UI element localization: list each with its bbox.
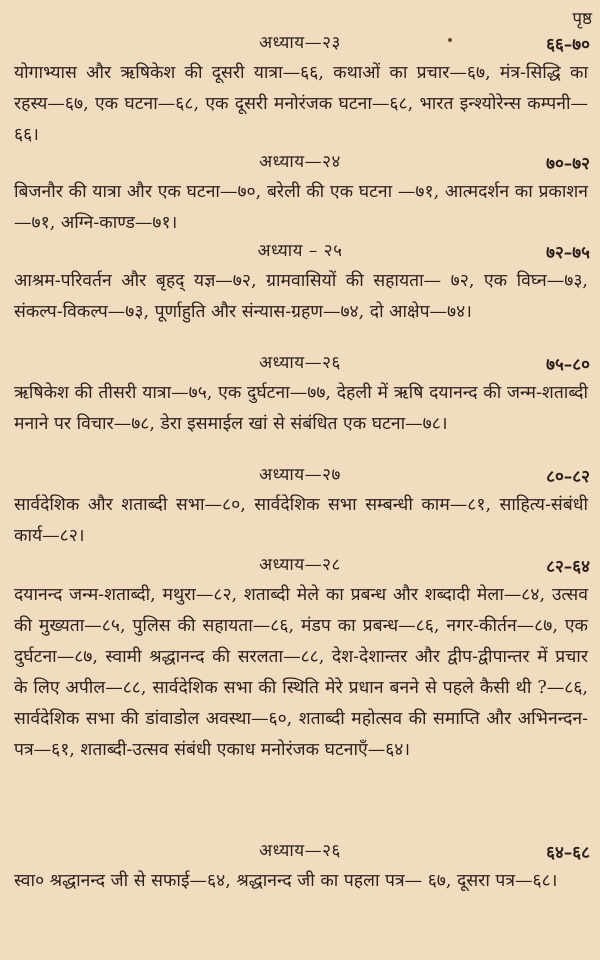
- chapter-page-range: ८०–८२: [546, 467, 590, 487]
- chapter-27: [0, 460, 600, 552]
- chapter-page-range: ८२–६४: [546, 557, 590, 577]
- chapter-header: [0, 460, 600, 490]
- chapter-title: अध्याय—२६: [259, 353, 341, 373]
- chapter-page-range: ६६–७०: [546, 35, 590, 55]
- chapter-29: [0, 836, 600, 897]
- chapter-header: [0, 236, 600, 266]
- chapter-topics: सार्वदेशिक और शताब्दी सभा—८०, सार्वदेशिक सभा सम्बन्धी काम—८१, साहित्य-संबंधी कार्य—८२।: [14, 495, 588, 546]
- chapter-page-range: ६४–६८: [546, 843, 590, 863]
- chapter-23: [0, 28, 600, 151]
- chapter-title: अध्याय—२४: [259, 152, 341, 172]
- chapter-title: अध्याय – २५: [257, 241, 343, 261]
- page-column-label: पृष्ठ: [572, 9, 592, 29]
- chapter-topics: योगाभ्यास और ऋषिकेश की दूसरी यात्रा—६६, कथाओं का प्रचार—६७, मंत्र-सिद्धि का रहस्य—६७, एक घटना—६८, एक दूसरी मनोरंजक घटना—६८, भारत इन्श्योरेन्स कम्पनी—६६।: [14, 63, 588, 145]
- chapter-page-range: ७०–७२: [546, 154, 590, 174]
- chapter-28: [0, 550, 600, 766]
- chapter-header: [0, 147, 600, 177]
- chapter-header: [0, 28, 600, 58]
- chapter-page-range: ७२–७५: [546, 243, 590, 263]
- chapter-topics: दयानन्द जन्म-शताब्दी, मथुरा—८२, शताब्दी मेले का प्रबन्ध और शब्दादी मेला—८४, उत्सव की मुख्यता—८५, पुलिस की सहायता—८६, मंडप का प्रबन्ध—८६, नगर-कीर्तन—८७, एक दुर्घटना—८७, स्वामी श्रद्धानन्द की सरलता—८८, देश-देशान्तर और द्वीप-द्वीपान्तर में प्रचार के लिए अपील—८८, सार्वदेशिक सभा की स्थिति मेरे प्रधान बनने से पहले कैसी थी ?—८६, सार्वदेशिक सभा की डांवाडोल अवस्था—६०, शताब्दी महोत्सव की समाप्ति और अभिनन्दन-पत्र—६१, शताब्दी-उत्सव संबंधी एकाध मनोरंजक घटनाएँ—६४।: [14, 585, 588, 760]
- chapter-24: [0, 147, 600, 239]
- chapter-topics: बिजनौर की यात्रा और एक घटना—७०, बरेली की एक घटना —७१, आत्मदर्शन का प्रकाशन—७१, अग्नि-काण्ड—७१।: [14, 182, 588, 233]
- chapter-header: [0, 550, 600, 580]
- chapter-page-range: ७५–८०: [546, 355, 590, 375]
- chapter-topics: ऋषिकेश की तीसरी यात्रा—७५, एक दुर्घटना—७७, देहली में ऋषि दयानन्द की जन्म-शताब्दी मनाने पर विचार—७८, डेरा इसमाईल खां से संबंधित एक घटना—७८।: [14, 383, 588, 434]
- chapter-title: अध्याय—२७: [259, 465, 341, 485]
- chapter-title: अध्याय—२६: [259, 841, 341, 861]
- chapter-title: अध्याय—२३: [259, 33, 341, 53]
- chapter-26: [0, 348, 600, 440]
- chapter-25: [0, 236, 600, 328]
- chapter-topics: स्वा० श्रद्धानन्द जी से सफाई—६४, श्रद्धानन्द जी का पहला पत्र— ६७, दूसरा पत्र—६८।: [14, 871, 558, 891]
- chapter-header: [0, 836, 600, 866]
- chapter-topics: आश्रम-परिवर्तन और बृहद् यज्ञ—७२, ग्रामवासियों की सहायता— ७२, एक विघ्न—७३, संकल्प-विकल्प—७३, पूर्णाहुति और संन्यास-ग्रहण—७४, दो आक्षेप—७४।: [14, 271, 588, 322]
- chapter-title: अध्याय—२८: [259, 555, 341, 575]
- chapter-header: [0, 348, 600, 378]
